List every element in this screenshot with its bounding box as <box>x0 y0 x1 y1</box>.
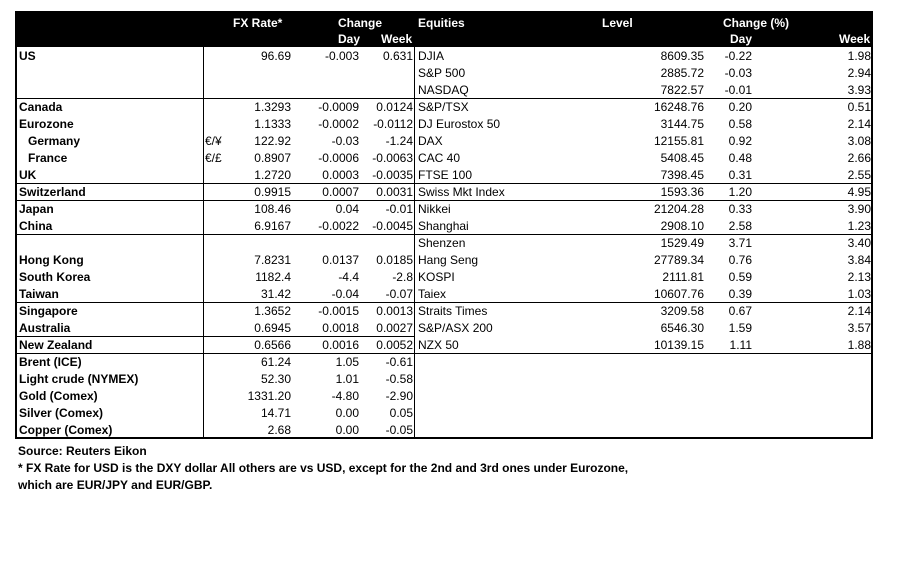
cell-lvl: 16248.76 <box>653 100 704 114</box>
cell-lvl: 3144.75 <box>660 117 704 131</box>
cell-day: -4.80 <box>331 389 359 403</box>
cell-week: -0.0045 <box>372 219 413 233</box>
equity-day-header: Day <box>730 32 753 46</box>
table-row <box>17 252 871 269</box>
cell-c: New Zealand <box>19 338 93 352</box>
cell-eweek: 3.57 <box>847 321 871 335</box>
cell-c: Japan <box>19 202 54 216</box>
cell-fx: 1.1333 <box>254 117 291 131</box>
table-row <box>17 286 871 303</box>
table-row <box>17 320 871 337</box>
cell-eq: S&P/ASX 200 <box>418 321 493 335</box>
level-header: Level <box>602 16 633 30</box>
row-group-separator <box>17 302 871 303</box>
cell-day: -0.0009 <box>318 100 359 114</box>
cell-day: 0.0003 <box>322 168 359 182</box>
cell-week: 0.631 <box>382 49 413 63</box>
cell-day: -0.0006 <box>318 151 359 165</box>
cell-eday: 2.58 <box>728 219 752 233</box>
table-row <box>17 337 871 354</box>
cell-eq: DJIA <box>418 49 445 63</box>
cell-fx: 0.6945 <box>254 321 291 335</box>
table-row <box>17 218 871 235</box>
cell-c: South Korea <box>19 270 91 284</box>
cell-c: Taiwan <box>19 287 59 301</box>
column-divider <box>414 47 415 437</box>
cell-eweek: 3.40 <box>847 236 871 250</box>
cell-lvl: 21204.28 <box>653 202 704 216</box>
cell-c: Hong Kong <box>19 253 84 267</box>
change-pct-header: Change (%) <box>723 16 789 30</box>
cell-c: Silver (Comex) <box>19 406 104 420</box>
cell-fx: 0.9915 <box>254 185 291 199</box>
cell-day: 0.0016 <box>322 338 359 352</box>
row-group-separator <box>17 183 871 184</box>
cell-c: Singapore <box>19 304 78 318</box>
table-row <box>17 303 871 320</box>
cell-eweek: 2.14 <box>847 304 871 318</box>
cell-eq: KOSPI <box>418 270 455 284</box>
cell-fx: 1331.20 <box>247 389 291 403</box>
cell-lvl: 8609.35 <box>660 49 704 63</box>
cell-day: -0.003 <box>324 49 359 63</box>
cell-week: -0.0063 <box>372 151 413 165</box>
cell-day: 1.01 <box>335 372 359 386</box>
cell-week: 0.0013 <box>376 304 413 318</box>
row-group-separator <box>17 234 871 235</box>
cell-eday: 1.11 <box>729 338 752 352</box>
cell-eq: NASDAQ <box>418 83 469 97</box>
cell-c: Australia <box>19 321 71 335</box>
table-row <box>17 405 871 422</box>
row-group-separator <box>17 336 415 337</box>
cell-eweek: 2.13 <box>847 270 871 284</box>
cell-fx: 0.8907 <box>254 151 291 165</box>
table-row <box>17 235 871 252</box>
cell-fx: 7.8231 <box>254 253 291 267</box>
cell-fx: 61.24 <box>260 355 291 369</box>
cell-c: Germany <box>28 134 81 148</box>
row-group-separator <box>17 98 871 99</box>
table-row <box>17 354 871 371</box>
cell-eweek: 2.66 <box>847 151 871 165</box>
cell-eq: FTSE 100 <box>418 168 473 182</box>
table-header <box>17 13 871 47</box>
table-row <box>17 65 871 82</box>
source-note: Source: Reuters Eikon <box>18 444 147 458</box>
cell-fx: 6.9167 <box>254 219 291 233</box>
cell-eday: 0.76 <box>728 253 752 267</box>
cell-eq: Shanghai <box>418 219 469 233</box>
cell-eweek: 2.55 <box>847 168 871 182</box>
cell-eday: 1.20 <box>728 185 752 199</box>
cell-fx: 1.3652 <box>254 304 291 318</box>
table-row <box>17 99 871 116</box>
cell-c: Copper (Comex) <box>19 423 113 437</box>
cell-fx: 1.3293 <box>254 100 291 114</box>
market-data-table <box>15 11 873 439</box>
cell-c: US <box>19 49 36 63</box>
cell-eweek: 1.23 <box>847 219 871 233</box>
cell-week: -1.24 <box>385 134 413 148</box>
cell-week: 0.05 <box>389 406 413 420</box>
cell-eweek: 4.95 <box>847 185 871 199</box>
cell-eweek: 3.93 <box>847 83 871 97</box>
cell-eday: 0.39 <box>728 287 752 301</box>
cell-eq: S&P 500 <box>418 66 466 80</box>
cell-eday: 0.92 <box>728 134 752 148</box>
cell-lvl: 10139.15 <box>653 338 704 352</box>
cell-day: 0.04 <box>335 202 359 216</box>
cell-lvl: 2885.72 <box>660 66 704 80</box>
cell-eday: 3.71 <box>728 236 752 250</box>
table-row <box>17 167 871 184</box>
cell-eq: Hang Seng <box>418 253 479 267</box>
cell-week: -0.05 <box>385 423 413 437</box>
table-row <box>17 371 871 388</box>
cell-eweek: 3.84 <box>847 253 871 267</box>
cell-c: Canada <box>19 100 63 114</box>
cell-day: -4.4 <box>338 270 359 284</box>
cell-fx: 14.71 <box>260 406 291 420</box>
cell-day: -0.0022 <box>318 219 359 233</box>
change-week-header: Week <box>381 32 413 46</box>
cell-eq: DAX <box>418 134 443 148</box>
cell-week: -0.0112 <box>373 117 413 131</box>
cell-day: 0.00 <box>335 406 359 420</box>
cell-fx: 2.68 <box>267 423 291 437</box>
equities-header: Equities <box>418 16 465 30</box>
cell-eq: DJ Eurostox 50 <box>418 117 501 131</box>
cell-c: Brent (ICE) <box>19 355 82 369</box>
cell-c: UK <box>19 168 37 182</box>
cell-eday: 0.59 <box>728 270 752 284</box>
cell-day: 0.0137 <box>322 253 359 267</box>
cell-day: -0.0015 <box>318 304 359 318</box>
cell-eq: Nikkei <box>418 202 451 216</box>
cell-fx: 96.69 <box>260 49 291 63</box>
cell-eweek: 2.94 <box>847 66 871 80</box>
cell-lvl: 10607.76 <box>653 287 704 301</box>
cell-day: 0.00 <box>335 423 359 437</box>
row-group-separator <box>17 200 871 201</box>
cell-eweek: 2.14 <box>847 117 871 131</box>
cell-lvl: 7822.57 <box>660 83 704 97</box>
table-row <box>17 184 871 201</box>
equity-week-header: Week <box>839 32 871 46</box>
cell-eday: 0.33 <box>728 202 752 216</box>
cell-eweek: 0.51 <box>847 100 871 114</box>
table-row <box>17 201 871 218</box>
cell-c: Eurozone <box>19 117 74 131</box>
cell-c: France <box>28 151 68 165</box>
footnote-line-2: which are EUR/JPY and EUR/GBP. <box>18 478 213 492</box>
cell-fx: 31.42 <box>260 287 291 301</box>
cell-eday: -0.01 <box>724 83 752 97</box>
cell-eday: 0.31 <box>728 168 752 182</box>
cell-week: -0.01 <box>385 202 413 216</box>
cell-week: 0.0052 <box>376 338 413 352</box>
cell-week: -0.0035 <box>372 168 413 182</box>
cell-day: -0.03 <box>331 134 359 148</box>
cell-lvl: 7398.45 <box>660 168 704 182</box>
cell-eq: Swiss Mkt Index <box>418 185 505 199</box>
cell-week: 0.0185 <box>376 253 413 267</box>
cell-fx: 122.92 <box>254 134 291 148</box>
cell-day: -0.04 <box>331 287 359 301</box>
table-row <box>17 150 871 167</box>
cell-eday: 0.67 <box>728 304 752 318</box>
cell-week: -2.90 <box>385 389 413 403</box>
cell-fx: 108.46 <box>254 202 291 216</box>
cell-eday: 0.20 <box>728 100 752 114</box>
cell-eday: 1.59 <box>728 321 752 335</box>
change-header: Change <box>338 16 383 30</box>
table-row <box>17 82 871 99</box>
cell-eq: Shenzen <box>418 236 466 250</box>
cell-lvl: 1529.49 <box>660 236 704 250</box>
table-row <box>17 388 871 405</box>
cell-lvl: 12155.81 <box>653 134 704 148</box>
table-row <box>17 422 871 439</box>
cell-week: 0.0027 <box>376 321 413 335</box>
cell-eq: Straits Times <box>418 304 488 318</box>
cell-lvl: 3209.58 <box>660 304 704 318</box>
cell-lvl: 5408.45 <box>660 151 704 165</box>
cell-lvl: 2111.81 <box>662 270 704 284</box>
cell-eq: S&P/TSX <box>418 100 469 114</box>
cell-eq: NZX 50 <box>418 338 459 352</box>
cell-day: 1.05 <box>335 355 359 369</box>
cell-c: China <box>19 219 53 233</box>
cell-week: -0.07 <box>385 287 413 301</box>
cell-lvl: 1593.36 <box>660 185 704 199</box>
cell-eweek: 3.90 <box>847 202 871 216</box>
cell-day: 0.0007 <box>322 185 359 199</box>
table-row <box>17 116 871 133</box>
cell-eday: -0.03 <box>724 66 752 80</box>
row-group-separator <box>17 353 871 354</box>
cell-week: -0.61 <box>385 355 413 369</box>
cell-eq: CAC 40 <box>418 151 461 165</box>
cell-eday: 0.58 <box>728 117 752 131</box>
cell-day: 0.0018 <box>322 321 359 335</box>
cell-lvl: 2908.10 <box>660 219 704 233</box>
table-row <box>17 48 871 65</box>
cell-eweek: 1.98 <box>847 49 871 63</box>
cell-eweek: 1.88 <box>847 338 871 352</box>
fx-rate-header: FX Rate* <box>233 16 283 30</box>
cell-c: Switzerland <box>19 185 86 199</box>
cell-eday: 0.48 <box>728 151 752 165</box>
table-row <box>17 133 871 150</box>
cell-week: 0.0124 <box>376 100 413 114</box>
change-day-header: Day <box>338 32 361 46</box>
cell-sym: €/£ <box>205 151 222 165</box>
cell-lvl: 27789.34 <box>653 253 704 267</box>
cell-fx: 1.2720 <box>254 168 291 182</box>
cell-c: Light crude (NYMEX) <box>19 372 139 386</box>
cell-sym: €/¥ <box>205 134 222 148</box>
cell-lvl: 6546.30 <box>660 321 704 335</box>
cell-week: -0.58 <box>385 372 413 386</box>
cell-fx: 0.6566 <box>254 338 291 352</box>
table-row <box>17 269 871 286</box>
cell-eweek: 1.03 <box>847 287 871 301</box>
footnote-line-1: * FX Rate for USD is the DXY dollar All others are vs USD, except for the 2nd and 3rd ones under Eurozone, <box>18 461 629 475</box>
cell-day: -0.0002 <box>318 117 359 131</box>
column-divider <box>203 47 204 437</box>
cell-c: Gold (Comex) <box>19 389 98 403</box>
cell-week: -2.8 <box>392 270 413 284</box>
cell-week: 0.0031 <box>376 185 413 199</box>
cell-eday: -0.22 <box>724 49 752 63</box>
cell-eweek: 3.08 <box>847 134 871 148</box>
cell-fx: 1182.4 <box>255 270 291 284</box>
cell-fx: 52.30 <box>260 372 291 386</box>
cell-eq: Taiex <box>418 287 447 301</box>
